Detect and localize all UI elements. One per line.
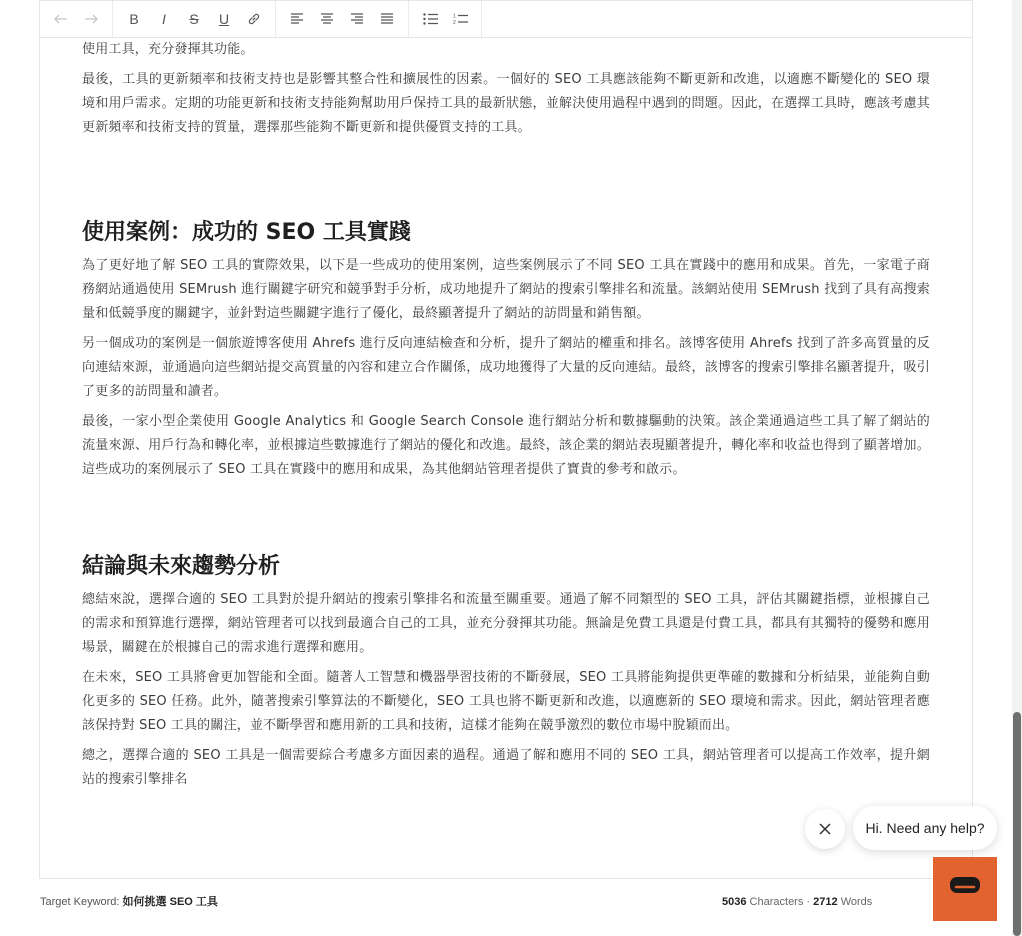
align-center-button[interactable]	[312, 5, 342, 33]
words-label: Words	[840, 896, 873, 908]
chat-greeting-text: Hi. Need any help?	[865, 820, 985, 836]
bullet-list-icon	[423, 13, 438, 25]
align-left-icon	[290, 13, 304, 25]
paragraph-case-1: 為了更好地了解 SEO 工具的實際效果，以下是一些成功的使用案例，這些案例展示了不同 SEO 工具在實踐中的應用和成果。首先，一家電子商務網站通過使用 SEMrush 進行關鍵字研究和競爭對手分析，成功地提升了網站的搜索引擎排名和流量。該網站使用 SEMrush 找到了具有高搜索量和低競爭度的關鍵字，並針對這些關鍵字進行了優化，最終顯著提升了網站的訪問量和銷售額。	[82, 258, 930, 321]
format-group	[113, 1, 276, 37]
align-group	[276, 1, 409, 37]
page-scrollbar-thumb[interactable]	[1013, 712, 1021, 936]
align-center-icon	[320, 13, 334, 25]
target-keyword-value: 如何挑選 SEO 工具	[122, 896, 218, 908]
strikethrough-button[interactable]: S	[189, 11, 199, 27]
characters-label: Characters ·	[749, 896, 811, 908]
paragraph-conclusion-1: 總結來說，選擇合適的 SEO 工具對於提升網站的搜索引擎排名和流量至關重要。通過了解不同類型的 SEO 工具，評估其關鍵指標，並根據自己的需求和預算進行選擇，網站管理者可以找到最適合自己的工具，並充分發揮其功能。無論是免費工具還是付費工具，都具有其獨特的優勢和應用場景，關鍵在於根據自己的需求進行選擇和應用。	[82, 592, 930, 655]
chat-close-button[interactable]	[805, 809, 845, 849]
redo-button[interactable]	[76, 5, 106, 33]
target-keyword-label: Target Keyword:	[40, 896, 120, 908]
words-count: 2712	[813, 896, 838, 908]
close-icon	[819, 823, 831, 835]
editor-content[interactable]	[82, 38, 930, 798]
align-left-button[interactable]	[282, 5, 312, 33]
paragraph-case-2: 另一個成功的案例是一個旅遊博客使用 Ahrefs 進行反向連結檢查和分析，提升了網站的權重和排名。該博客使用 Ahrefs 找到了許多高質量的反向連結來源，並通過向這些網站提交高質量的內容和建立合作關係，成功地獲得了大量的反向連結。最終，該博客的搜索引擎排名顯著提升，吸引了更多的訪問量和讀者。	[82, 336, 930, 399]
editor-toolbar	[40, 0, 972, 38]
target-keyword	[40, 893, 218, 909]
heading-conclusion: 結論與未來趨勢分析	[82, 554, 281, 579]
paragraph-conclusion-2: 在未來，SEO 工具將會更加智能和全面。隨著人工智慧和機器學習技術的不斷發展，SEO 工具將能夠提供更準確的數據和分析結果，並能夠自動化更多的 SEO 任務。此外，隨著搜索引擎算法的不斷變化，SEO 工具也將不斷更新和改進，以適應新的 SEO 環境和需求。因此，網站管理者應該保持對 SEO 工具的關注，並不斷學習和應用新的工具和技術，這樣才能夠在競爭激烈的數位市場中脫穎而出。	[82, 670, 930, 733]
chat-icon	[949, 875, 981, 903]
paragraph-conclusion-3: 總之，選擇合適的 SEO 工具是一個需要綜合考慮多方面因素的過程。通過了解和應用不同的 SEO 工具，網站管理者可以提高工作效率，提升網站的搜索引擎排名	[82, 748, 930, 787]
heading-use-cases: 使用案例：成功的 SEO 工具實踐	[82, 220, 411, 245]
link-button[interactable]	[239, 5, 269, 33]
align-right-icon	[350, 13, 364, 25]
redo-icon	[84, 14, 98, 24]
numbered-list-button[interactable]	[445, 5, 475, 33]
align-justify-button[interactable]	[372, 5, 402, 33]
svg-text:2: 2	[452, 20, 456, 25]
bullet-list-button[interactable]	[415, 5, 445, 33]
align-justify-icon	[380, 13, 394, 25]
editor-frame	[39, 0, 973, 879]
underline-button[interactable]: U	[218, 11, 230, 27]
bold-button[interactable]: B	[129, 11, 139, 27]
characters-count: 5036	[722, 896, 747, 908]
svg-text:1: 1	[452, 13, 456, 20]
chat-launcher-button[interactable]	[933, 857, 997, 921]
word-count	[722, 896, 872, 908]
align-right-button[interactable]	[342, 5, 372, 33]
numbered-list-icon	[453, 13, 468, 25]
list-group	[409, 1, 482, 37]
undo-button[interactable]	[46, 5, 76, 33]
paragraph-case-3: 最後，一家小型企業使用 Google Analytics 和 Google Search Console 進行網站分析和數據驅動的決策。該企業通過這些工具了解了網站的流量來源、用戶行為和轉化率，並根據這些數據進行了網站的優化和改進。最終，該企業的網站表現顯著提升，轉化率和收益也得到了顯著增加。這些成功的案例展示了 SEO 工具在實踐中的應用和成果，為其他網站管理者提供了寶貴的參考和啟示。	[82, 414, 930, 477]
link-icon	[247, 12, 261, 26]
chat-greeting-bubble[interactable]	[853, 806, 997, 850]
paragraph-intro-tail: 使用工具，充分發揮其功能。	[82, 42, 254, 57]
undo-icon	[54, 14, 68, 24]
history-group	[40, 1, 113, 37]
italic-button[interactable]: I	[162, 11, 166, 27]
paragraph-update: 最後，工具的更新頻率和技術支持也是影響其整合性和擴展性的因素。一個好的 SEO 工具應該能夠不斷更新和改進，以適應不斷變化的 SEO 環境和用戶需求。定期的功能更新和技術支持能夠幫助用戶保持工具的最新狀態，並解決使用過程中遇到的問題。因此，在選擇工具時，應該考慮其更新頻率和技術支持的質量，選擇那些能夠不斷更新和提供優質支持的工具。	[82, 72, 930, 135]
